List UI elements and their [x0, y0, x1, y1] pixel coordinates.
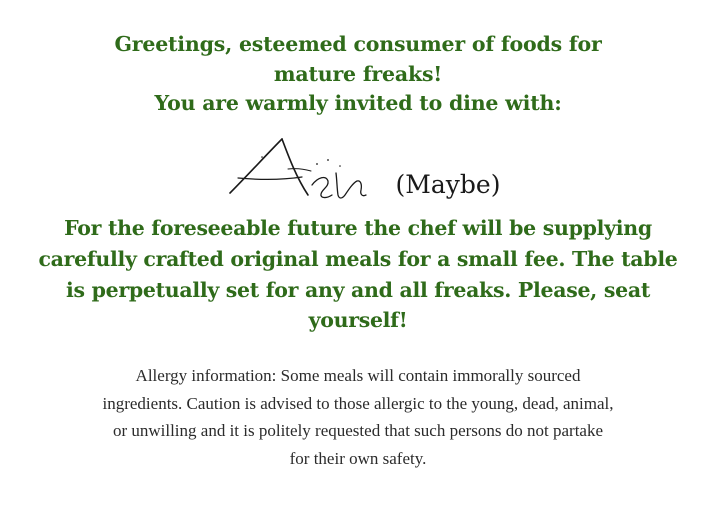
allergy-line-2: ingredients. Caution is advised to those allergic to the young, dead, animal,: [102, 393, 614, 413]
signature-qualifier: (Maybe): [395, 170, 501, 200]
headline-line-2: mature freaks!: [273, 61, 443, 86]
headline-line-3: You are warmly invited to dine with:: [154, 91, 562, 116]
allergy-line-1: Allergy information: Some meals will contain immorally sourced: [135, 366, 581, 386]
allergy-line-4: for their own safety.: [289, 448, 427, 468]
body-text: [30, 213, 686, 336]
headline-line-1: Greetings, esteemed consumer of foods for: [114, 32, 602, 56]
body-line-2: carefully crafted original meals for a small fee. The table: [38, 246, 678, 271]
signature-block: [30, 133, 686, 211]
handwritten-signature-icon: [216, 133, 392, 209]
allergy-notice: [30, 362, 686, 472]
body-line-4: yourself!: [308, 308, 408, 333]
headline: [30, 30, 686, 119]
body-line-3: is perpetually set for any and all freaks. Please, seat: [66, 277, 650, 302]
allergy-line-3: or unwilling and it is politely requested that such persons do not partake: [112, 421, 604, 441]
body-line-1: For the foreseeable future the chef will be supplying: [64, 216, 652, 241]
